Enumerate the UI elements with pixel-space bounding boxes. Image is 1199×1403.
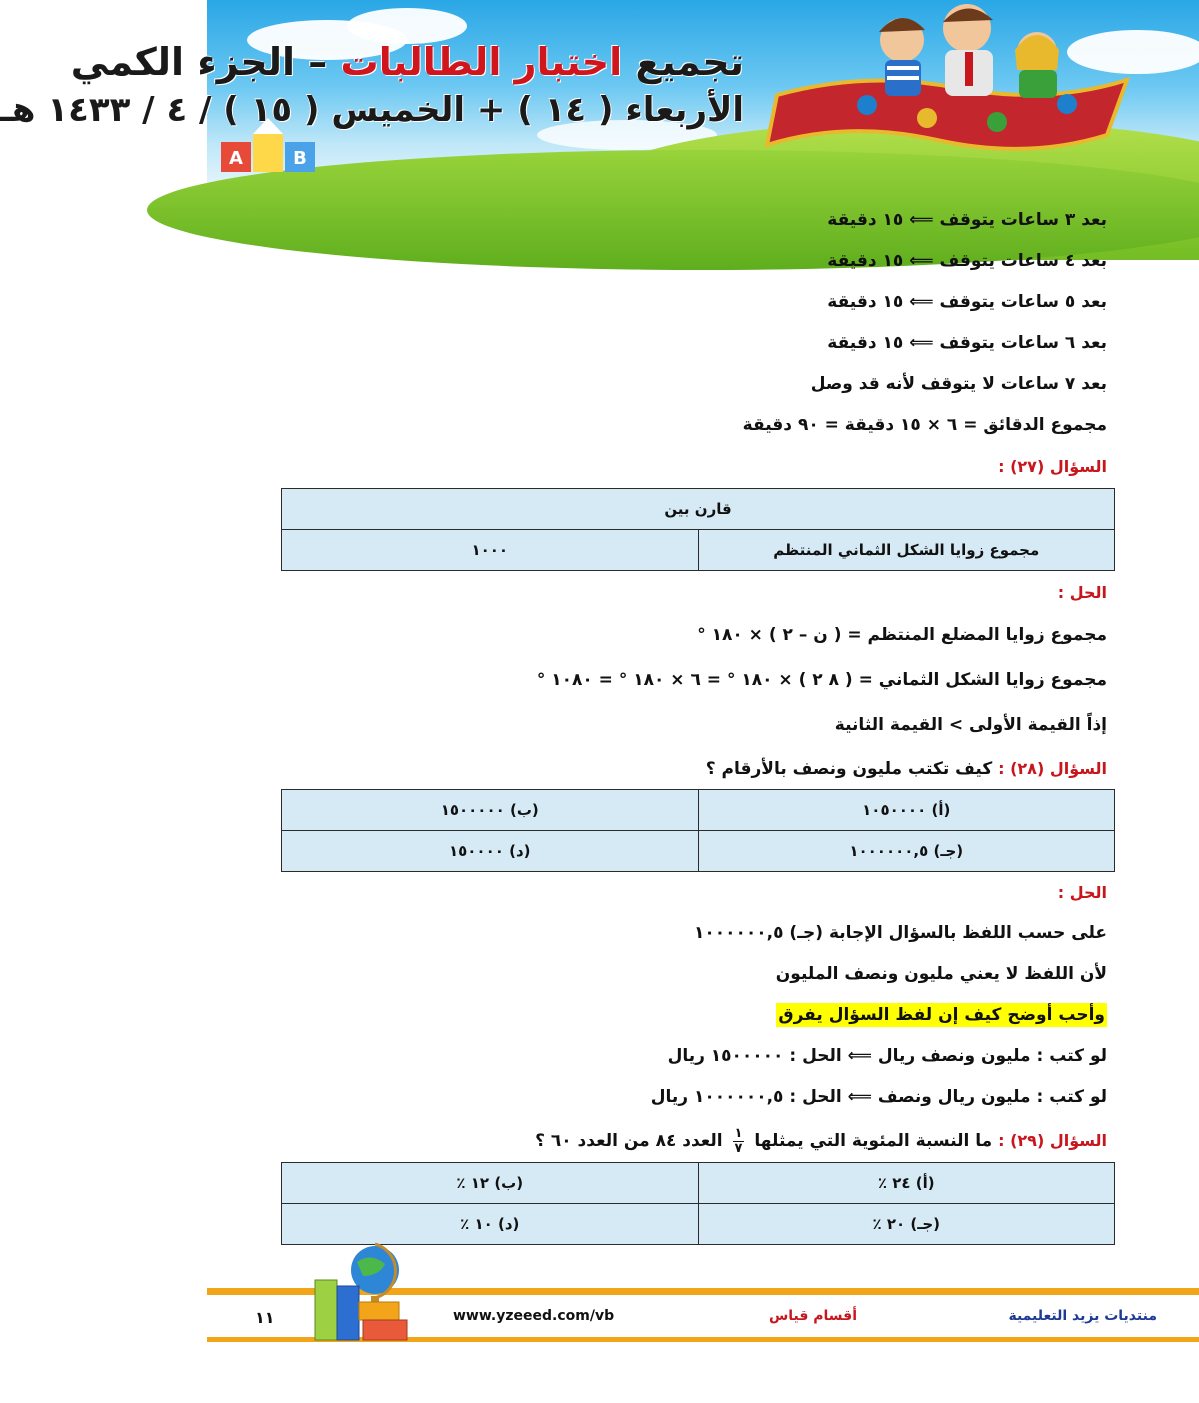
text-line: بعد ٣ ساعات يتوقف ⟸ ١٥ دقيقة	[827, 210, 1107, 230]
section-name: أقسام قياس	[768, 1308, 857, 1324]
flying-carpet-illustration	[747, 0, 1147, 170]
header-banner	[0, 0, 1199, 192]
table-header: قارن بين	[282, 489, 1115, 530]
text-line: لأن اللفظ لا يعني مليون ونصف المليون	[775, 964, 1107, 984]
svg-text:B: B	[293, 148, 307, 169]
solution-label: الحل :	[1057, 883, 1107, 902]
text-line: مجموع زوايا الشكل الثماني = ( ٨ ٢ ) × ١٨٠ ° = ٦ × ١٨٠ ° = ١٠٨٠ °	[536, 670, 1107, 690]
content-block-3	[287, 872, 1107, 1164]
table-cell: ١٠٠٠	[282, 530, 699, 571]
question-28: السؤال (٢٨) : كيف تكتب مليون ونصف بالأرقام ؟	[705, 759, 1107, 779]
question-29: السؤال (٢٩) : ما النسبة المئوية التي يمثلها ١ ٧ العدد ٨٤ من العدد ٦٠ ؟	[535, 1125, 1107, 1156]
option-c: (جـ) ٢٠ ٪	[698, 1204, 1115, 1245]
text-line: بعد ٦ ساعات يتوقف ⟸ ١٥ دقيقة	[827, 333, 1107, 353]
options-table-q29	[281, 1162, 1115, 1245]
highlighted-line: وأحب أوضح كيف إن لفظ السؤال يفرق	[778, 1005, 1105, 1025]
options-table-q28	[281, 789, 1115, 872]
option-a: (أ) ١٠٥٠٠٠٠	[698, 790, 1115, 831]
text-line: بعد ٤ ساعات يتوقف ⟸ ١٥ دقيقة	[827, 251, 1107, 271]
fraction: ١ ٧	[734, 1125, 743, 1156]
page-subtitle: الأربعاء ( ١٤ ) + الخميس ( ١٥ ) / ٤ / ١٤٣٣ هـ	[0, 90, 744, 130]
text-line: لو كتب : مليون ونصف ريال ⟸ الحل : ١٥٠٠٠٠٠ ريال	[667, 1046, 1107, 1066]
option-c: (جـ) ١٠٠٠٠٠٠,٥	[698, 831, 1115, 872]
cloud	[347, 8, 467, 44]
option-d: (د) ١٥٠٠٠٠	[282, 831, 699, 872]
text-line: على حسب اللفظ بالسؤال الإجابة (جـ) ١٠٠٠٠٠٠,٥	[694, 923, 1107, 943]
text-line: لو كتب : مليون ريال ونصف ⟸ الحل : ١٠٠٠٠٠٠,٥ ريال	[650, 1087, 1107, 1107]
option-b: (ب) ١٥٠٠٠٠٠	[282, 790, 699, 831]
option-a: (أ) ٢٤ ٪	[698, 1163, 1115, 1204]
solution-label: الحل :	[1057, 583, 1107, 602]
books-globe-icon	[305, 1240, 423, 1344]
page-number: ١١	[255, 1308, 275, 1327]
text-line: بعد ٥ ساعات يتوقف ⟸ ١٥ دقيقة	[827, 292, 1107, 312]
text-line: مجموع زوايا المضلع المنتظم = ( ن – ٢ ) × ١٨٠ °	[697, 625, 1107, 645]
forum-name: منتديات يزيد التعليمية	[1008, 1308, 1157, 1324]
option-d: (د) ١٠ ٪	[282, 1204, 699, 1245]
text-line: إذاً القيمة الأولى > القيمة الثانية	[834, 715, 1107, 735]
question-27-label: السؤال (٢٧) :	[998, 457, 1107, 476]
text-line: مجموع الدقائق = ٦ × ١٥ دقيقة = ٩٠ دقيقة	[742, 415, 1107, 435]
table-cell: مجموع زوايا الشكل الثماني المنتظم	[698, 530, 1115, 571]
page-title: تجميع اختبار الطالبات – الجزء الكمي	[70, 40, 744, 84]
content-block-1	[287, 200, 1107, 487]
site-url-link[interactable]: www.yzeeed.com/vb	[453, 1308, 615, 1324]
text-line: بعد ٧ ساعات لا يتوقف لأنه قد وصل	[810, 374, 1107, 394]
option-b: (ب) ١٢ ٪	[282, 1163, 699, 1204]
comparison-table	[281, 488, 1115, 571]
content-block-2	[287, 572, 1107, 789]
svg-text:A: A	[229, 148, 243, 169]
